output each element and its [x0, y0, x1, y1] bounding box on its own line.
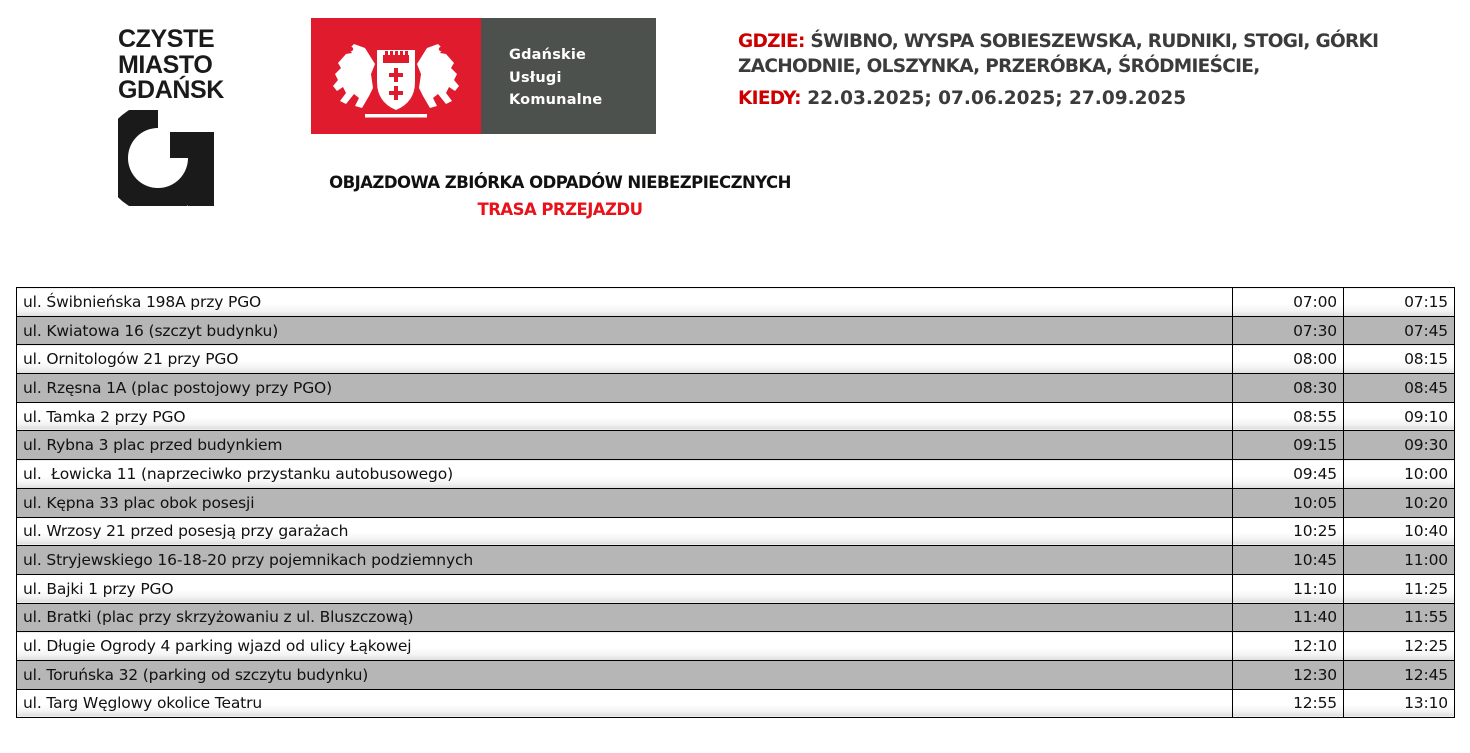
route-stop-time-from: 10:05	[1233, 488, 1344, 517]
titles-block	[0, 172, 1120, 221]
where-line-1	[738, 29, 1458, 54]
where-areas-2: ZACHODNIE, OLSZYNKA, PRZERÓBKA, ŚRÓDMIEŚCIE,	[738, 56, 1260, 77]
route-stop-time-to: 12:25	[1344, 632, 1455, 661]
route-stop-time-from: 07:00	[1233, 288, 1344, 317]
cmg-logo-line-3: GDAŃSK	[118, 76, 224, 104]
route-stop-time-to: 11:25	[1344, 574, 1455, 603]
route-stop-time-to: 09:30	[1344, 431, 1455, 460]
route-stop-time-from: 08:55	[1233, 402, 1344, 431]
route-stop-time-to: 08:15	[1344, 345, 1455, 374]
route-stop-time-to: 11:55	[1344, 603, 1455, 632]
table-row	[17, 546, 1455, 575]
route-stop-time-from: 10:45	[1233, 546, 1344, 575]
route-stop-location: ul. Rzęsna 1A (plac postojowy przy PGO)	[17, 374, 1233, 403]
route-stop-location: ul. Łowicka 11 (naprzeciwko przystanku autobusowego)	[17, 460, 1233, 489]
route-schedule-table	[16, 287, 1455, 718]
route-stop-time-to: 10:40	[1344, 517, 1455, 546]
route-stop-time-to: 07:45	[1344, 316, 1455, 345]
where-line-2	[738, 54, 1458, 79]
table-row	[17, 689, 1455, 718]
route-stop-time-from: 12:30	[1233, 660, 1344, 689]
route-stop-time-from: 12:55	[1233, 689, 1344, 718]
route-stop-time-to: 09:10	[1344, 402, 1455, 431]
table-row	[17, 660, 1455, 689]
route-stop-time-to: 11:00	[1344, 546, 1455, 575]
route-stop-location: ul. Ornitologów 21 przy PGO	[17, 345, 1233, 374]
page-header	[0, 0, 1470, 160]
table-row	[17, 488, 1455, 517]
route-stop-time-to: 10:20	[1344, 488, 1455, 517]
route-stop-location: ul. Bajki 1 przy PGO	[17, 574, 1233, 603]
guk-name-line-2: Usługi	[509, 69, 562, 86]
page-title: OBJAZDOWA ZBIÓRKA ODPADÓW NIEBEZPIECZNYCH	[329, 173, 791, 192]
route-stop-location: ul. Bratki (plac przy skrzyżowaniu z ul. Bluszczową)	[17, 603, 1233, 632]
table-row	[17, 574, 1455, 603]
route-stop-time-to: 07:15	[1344, 288, 1455, 317]
route-stop-location: ul. Toruńska 32 (parking od szczytu budynku)	[17, 660, 1233, 689]
czyste-miasto-gdansk-logo	[118, 27, 248, 104]
when-line	[738, 86, 1458, 111]
route-stop-time-to: 12:45	[1344, 660, 1455, 689]
route-stop-time-from: 12:10	[1233, 632, 1344, 661]
route-stop-time-from: 11:10	[1233, 574, 1344, 603]
guk-name-line-1: Gdańskie	[509, 47, 587, 63]
route-stop-time-from: 08:00	[1233, 345, 1344, 374]
route-stop-time-from: 07:30	[1233, 316, 1344, 345]
route-stop-time-from: 10:25	[1233, 517, 1344, 546]
route-stop-time-from: 11:40	[1233, 603, 1344, 632]
route-stop-time-from: 09:45	[1233, 460, 1344, 489]
table-row	[17, 603, 1455, 632]
table-row	[17, 402, 1455, 431]
route-stop-location: ul. Kępna 33 plac obok posesji	[17, 488, 1233, 517]
table-row	[17, 632, 1455, 661]
route-stop-location: ul. Świbnieńska 198A przy PGO	[17, 288, 1233, 317]
where-areas-1: ŚWIBNO, WYSPA SOBIESZEWSKA, RUDNIKI, STOGI, GÓRKI	[804, 31, 1379, 52]
route-stop-location: ul. Kwiatowa 16 (szczyt budynku)	[17, 316, 1233, 345]
guk-name-panel	[481, 18, 656, 134]
guk-name-line-3: Komunalne	[509, 92, 603, 108]
route-stop-location: ul. Tamka 2 przy PGO	[17, 402, 1233, 431]
route-stop-time-to: 10:00	[1344, 460, 1455, 489]
page-subtitle: TRASA PRZEJAZDU	[477, 200, 643, 219]
route-stop-location: ul. Targ Węglowy okolice Teatru	[17, 689, 1233, 718]
route-stop-time-to: 13:10	[1344, 689, 1455, 718]
where-when-block	[738, 29, 1458, 111]
route-table-body	[17, 288, 1455, 718]
table-row	[17, 374, 1455, 403]
cmg-logo-line-1: CZYSTE	[118, 25, 215, 53]
cmg-logo-line-2: MIASTO	[118, 50, 213, 79]
table-row	[17, 517, 1455, 546]
table-row	[17, 431, 1455, 460]
route-stop-location: ul. Rybna 3 plac przed budynkiem	[17, 431, 1233, 460]
table-row	[17, 345, 1455, 374]
guk-logo	[311, 18, 656, 134]
route-stop-time-to: 08:45	[1344, 374, 1455, 403]
route-stop-location: ul. Wrzosy 21 przed posesją przy garażach	[17, 517, 1233, 546]
route-stop-time-from: 09:15	[1233, 431, 1344, 460]
table-row	[17, 316, 1455, 345]
route-stop-time-from: 08:30	[1233, 374, 1344, 403]
when-label: KIEDY:	[738, 88, 801, 109]
route-stop-location: ul. Stryjewskiego 16-18-20 przy pojemnikach podziemnych	[17, 546, 1233, 575]
when-dates: 22.03.2025; 07.06.2025; 27.09.2025	[800, 88, 1187, 109]
table-row	[17, 288, 1455, 317]
table-row	[17, 460, 1455, 489]
route-stop-location: ul. Długie Ogrody 4 parking wjazd od ulicy Łąkowej	[17, 632, 1233, 661]
gdansk-coat-of-arms-icon	[311, 18, 481, 134]
where-label: GDZIE:	[738, 31, 805, 52]
